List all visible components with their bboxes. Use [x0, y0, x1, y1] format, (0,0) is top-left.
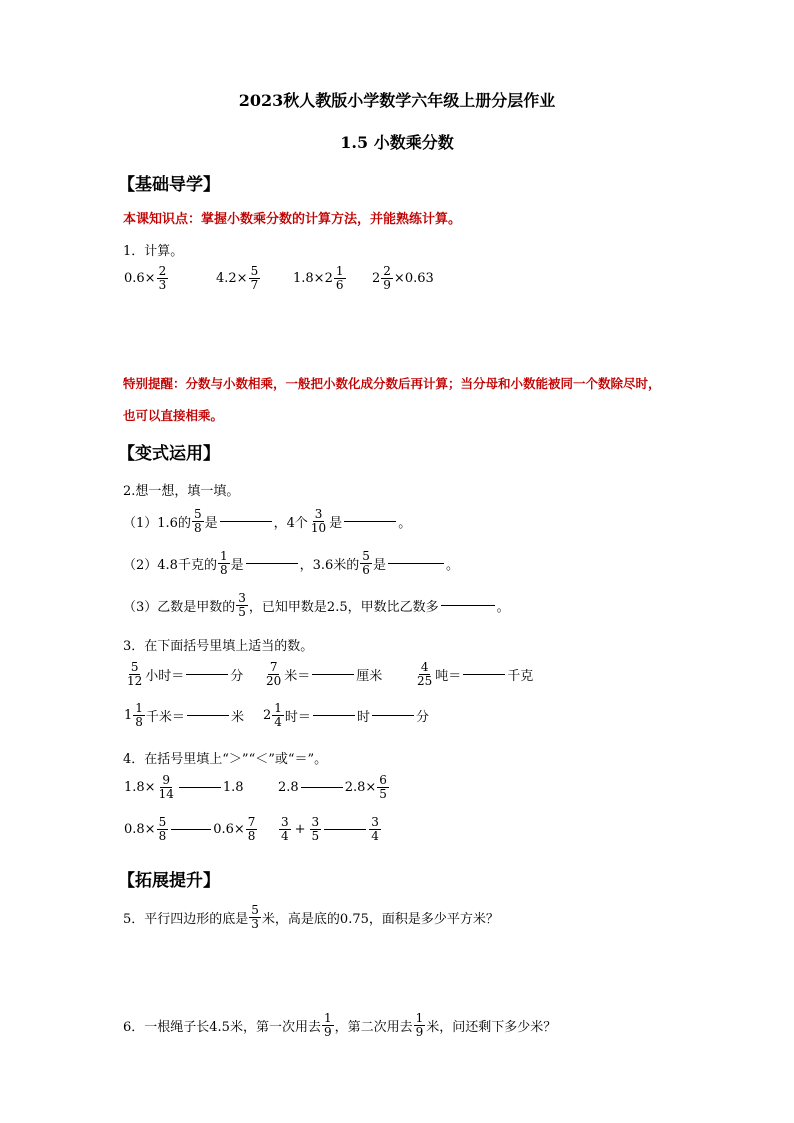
fraction-denominator: 8 — [219, 562, 228, 577]
question-6 — [123, 1012, 556, 1038]
q4-b-fraction — [377, 774, 389, 800]
knowledge-point: 本课知识点：掌握小数乘分数的计算方法，并能熟练计算。 — [123, 212, 462, 227]
fraction-numerator: 9 — [162, 773, 171, 787]
fraction-denominator: 4 — [371, 828, 379, 843]
q2-part-3 — [123, 592, 510, 618]
q6-fraction-1 — [322, 1012, 334, 1038]
q3-item-3-unit-a: 吨＝ — [435, 668, 462, 684]
compare-blank[interactable] — [301, 786, 343, 788]
q3-item-1-fraction — [125, 661, 144, 687]
q2-1-text-b: 是 — [204, 515, 218, 531]
q3-item-4-unit-b: 米 — [230, 709, 244, 725]
fraction-denominator: 9 — [415, 1024, 424, 1039]
compare-blank[interactable] — [324, 828, 366, 830]
answer-blank[interactable] — [463, 673, 505, 675]
q3-item-4-whole: 1 — [124, 707, 133, 723]
q2-1-fraction-1 — [192, 508, 204, 534]
fraction-numerator: 2 — [383, 264, 391, 278]
fraction-denominator: 4 — [274, 714, 282, 729]
fraction-denominator: 8 — [158, 828, 167, 843]
answer-blank[interactable] — [187, 714, 229, 716]
fraction-denominator: 9 — [383, 277, 391, 292]
q2-2-fraction-2 — [360, 550, 372, 576]
fraction-numerator: 4 — [420, 660, 429, 674]
q3-item-5-unit-a: 时＝ — [284, 709, 311, 725]
q3-item-2 — [263, 661, 382, 687]
q1-item-4 — [372, 265, 434, 291]
question-5 — [123, 904, 499, 930]
fraction-numerator: 1 — [219, 549, 228, 563]
q2-2-fraction-1 — [218, 550, 230, 576]
fraction-numerator: 3 — [281, 815, 289, 829]
q3-item-3-fraction — [415, 661, 434, 687]
fraction-numerator: 1 — [135, 701, 143, 715]
q4-b-left: 2.8 — [278, 779, 299, 795]
plus-sign: + — [294, 821, 306, 837]
answer-blank[interactable] — [372, 714, 414, 716]
q2-1-text-e: 。 — [398, 515, 412, 531]
answer-blank[interactable] — [312, 673, 354, 675]
fraction-denominator: 6 — [335, 277, 344, 292]
q1-item-4-right: ×0.63 — [393, 270, 434, 286]
q2-3-fraction — [236, 592, 248, 618]
q6-text-a: 6．一根绳子长4.5米，第一次用去 — [123, 1019, 321, 1035]
q4-c-fraction-2 — [246, 816, 258, 842]
answer-blank[interactable] — [220, 520, 272, 522]
fraction-denominator: 5 — [311, 828, 320, 843]
question-3-text: 3．在下面括号里填上适当的数。 — [123, 639, 314, 654]
fraction-numerator: 5 — [250, 264, 259, 278]
fraction-denominator: 3 — [251, 916, 259, 931]
q5-text-a: 5．平行四边形的底是 — [123, 911, 249, 927]
q4-c-right: 0.6× — [213, 821, 245, 837]
q3-item-3 — [414, 661, 533, 687]
q3-item-5-unit-b: 时 — [356, 709, 370, 725]
q2-1-text-a: （1）1.6的 — [123, 515, 191, 531]
fraction-numerator: 3 — [311, 815, 320, 829]
q4-d-fraction-2 — [310, 816, 322, 842]
q2-3-text-b: ，已知甲数是2.5，甲数比乙数多 — [248, 599, 439, 615]
fraction-denominator: 8 — [193, 520, 202, 535]
fraction-denominator: 20 — [266, 673, 282, 688]
q1-item-3-fraction — [334, 265, 346, 291]
q2-2-text-d: 是 — [372, 557, 386, 573]
fraction-denominator: 4 — [281, 828, 289, 843]
q1-item-3-left: 1.8× — [293, 270, 325, 286]
q3-item-2-fraction — [264, 661, 283, 687]
compare-blank[interactable] — [171, 828, 211, 830]
fraction-denominator: 12 — [127, 673, 143, 688]
q2-1-fraction-2 — [309, 508, 328, 534]
q4-item-d — [278, 816, 382, 842]
fraction-denominator: 14 — [158, 786, 174, 801]
fraction-numerator: 5 — [193, 507, 202, 521]
q2-2-text-a: （2）4.8千克的 — [123, 557, 217, 573]
section-heading-basic: 【基础导学】 — [118, 175, 220, 195]
q2-2-text-e: 。 — [445, 557, 459, 573]
q1-item-2-fraction — [249, 265, 261, 291]
q1-item-3-whole: 2 — [324, 270, 333, 286]
fraction-numerator: 5 — [362, 549, 370, 563]
q4-item-c — [124, 816, 258, 842]
answer-blank[interactable] — [313, 714, 355, 716]
fraction-denominator: 9 — [323, 1024, 332, 1039]
fraction-numerator: 6 — [379, 773, 387, 787]
q6-fraction-2 — [414, 1012, 426, 1038]
q2-2-text-b: 是 — [230, 557, 244, 573]
fraction-denominator: 5 — [379, 786, 387, 801]
q2-1-text-d: 是 — [329, 515, 343, 531]
fraction-denominator: 10 — [310, 520, 327, 535]
fraction-numerator: 1 — [323, 1011, 332, 1025]
fraction-denominator: 8 — [135, 714, 143, 729]
fraction-numerator: 2 — [158, 264, 167, 278]
answer-blank[interactable] — [388, 562, 444, 564]
q4-b-right: 2.8× — [344, 779, 377, 795]
q3-item-4-fraction — [133, 702, 145, 728]
q1-item-2-left: 4.2× — [216, 270, 248, 286]
q4-a-fraction — [157, 774, 176, 800]
q3-item-5-fraction — [272, 702, 284, 728]
answer-blank[interactable] — [344, 520, 396, 522]
question-4-text: 4．在括号里填上“＞”“＜”或“＝”。 — [123, 752, 328, 767]
answer-blank[interactable] — [246, 562, 298, 564]
q2-2-text-c: ，3.6米的 — [299, 557, 360, 573]
section-heading-variant: 【变式运用】 — [118, 444, 220, 464]
q1-item-4-fraction — [381, 265, 393, 291]
q6-text-c: 米，问还剩下多少米？ — [426, 1019, 557, 1035]
q3-item-5-unit-c: 分 — [415, 709, 429, 725]
fraction-numerator: 7 — [269, 660, 278, 674]
q3-item-4-unit-a: 千米＝ — [145, 709, 185, 725]
q4-c-fraction-1 — [157, 816, 169, 842]
q3-item-3-unit-b: 千克 — [507, 668, 534, 684]
q5-fraction — [249, 904, 261, 930]
q4-d-fraction-3 — [369, 816, 381, 842]
answer-blank[interactable] — [441, 604, 495, 606]
q2-part-2 — [123, 550, 459, 576]
q4-item-a — [124, 774, 244, 800]
q2-part-1 — [123, 508, 411, 534]
fraction-numerator: 5 — [251, 903, 259, 917]
q1-item-2 — [216, 265, 261, 291]
q4-d-fraction-1 — [279, 816, 291, 842]
q1-item-4-whole: 2 — [372, 270, 381, 286]
fraction-numerator: 3 — [371, 815, 379, 829]
answer-blank[interactable] — [186, 673, 228, 675]
fraction-denominator: 7 — [250, 277, 259, 292]
tip-line-2: 也可以直接相乘。 — [123, 408, 224, 423]
fraction-denominator: 3 — [158, 277, 167, 292]
q4-a-left: 1.8× — [124, 779, 156, 795]
q5-text-b: 米，高是底的0.75，面积是多少平方米？ — [261, 911, 499, 927]
fraction-numerator: 5 — [158, 815, 167, 829]
page-subtitle: 1.5 小数乘分数 — [340, 133, 454, 152]
q2-3-text-e: 。 — [496, 599, 510, 615]
q3-item-4 — [124, 702, 244, 728]
fraction-numerator: 3 — [238, 591, 246, 605]
tip-line-1: 特别提醒：分数与小数相乘，一般把小数化成分数后再计算；当分母和小数能被同一个数除尽时， — [123, 376, 661, 391]
q1-item-1-left: 0.6× — [124, 270, 156, 286]
fraction-numerator: 5 — [130, 660, 139, 674]
fraction-denominator: 6 — [362, 562, 370, 577]
q3-item-5 — [263, 702, 429, 728]
q1-item-1 — [124, 265, 169, 291]
q1-item-1-fraction — [157, 265, 169, 291]
fraction-numerator: 1 — [274, 701, 282, 715]
q3-item-1-unit-a: 小时＝ — [145, 668, 185, 684]
question-1-text: 1．计算。 — [123, 244, 184, 259]
q3-item-5-whole: 2 — [263, 707, 272, 723]
q4-c-left: 0.8× — [124, 821, 156, 837]
q3-item-1-unit-b: 分 — [230, 668, 244, 684]
q2-1-text-c: ，4个 — [273, 515, 308, 531]
page-title: 2023秋人教版小学数学六年级上册分层作业 — [238, 91, 556, 110]
compare-blank[interactable] — [179, 786, 221, 788]
q4-item-b — [278, 774, 390, 800]
q6-text-b: ，第二次用去 — [334, 1019, 413, 1035]
question-2-text: 2.想一想，填一填。 — [123, 484, 240, 499]
fraction-numerator: 1 — [415, 1011, 424, 1025]
fraction-denominator: 8 — [247, 828, 256, 843]
q4-a-right: 1.8 — [222, 779, 244, 795]
q1-item-3 — [293, 265, 347, 291]
q3-item-1 — [124, 661, 243, 687]
fraction-denominator: 5 — [238, 604, 246, 619]
fraction-numerator: 3 — [314, 507, 323, 521]
fraction-denominator: 25 — [417, 673, 433, 688]
section-heading-extension: 【拓展提升】 — [118, 871, 220, 891]
q3-item-2-unit-b: 厘米 — [356, 668, 383, 684]
q2-3-text-a: （3）乙数是甲数的 — [123, 599, 236, 615]
fraction-numerator: 7 — [247, 815, 256, 829]
fraction-numerator: 1 — [335, 264, 344, 278]
q3-item-2-unit-a: 米＝ — [284, 668, 311, 684]
